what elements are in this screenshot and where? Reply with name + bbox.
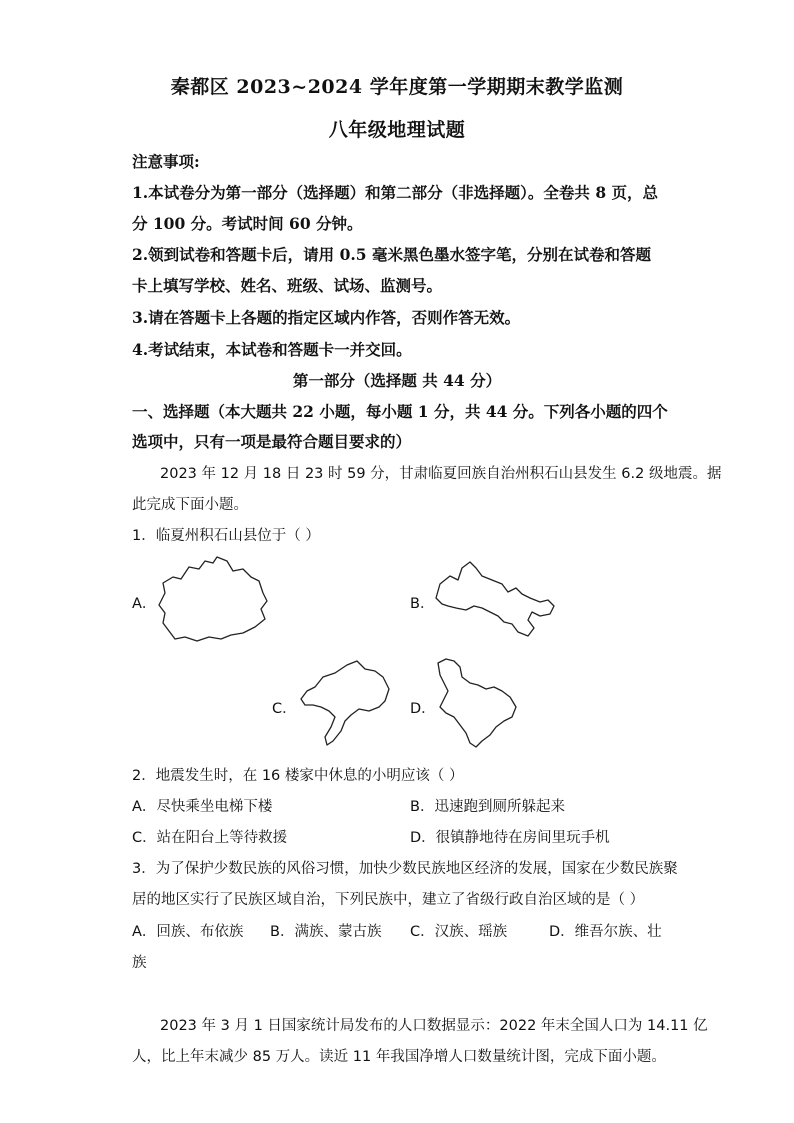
question-1-option-d-label[interactable]: D．: [410, 701, 436, 717]
question-1-stem: 1．临夏州积石山县位于（ ）: [132, 528, 320, 544]
question-1-option-c-label[interactable]: C．: [272, 701, 297, 717]
notice-item-2-line-1: 2.领到试卷和答题卡后，请用 0.5 毫米黑色墨水签字笔，分别在试卷和答题: [132, 245, 651, 264]
question-3-option-d[interactable]: D．维吾尔族、壮: [549, 924, 662, 940]
context-population-line-2: 人，比上年末减少 85 万人。读近 11 年我国净增人口数量统计图，完成下面小题。: [132, 1049, 666, 1065]
part1-heading: 第一部分（选择题 共 44 分）: [292, 371, 502, 390]
context-earthquake-line-2: 此完成下面小题。: [132, 497, 248, 513]
exam-title: 秦都区 2023~2024 学年度第一学期期末教学监测: [170, 76, 624, 98]
question-2-option-c[interactable]: C．站在阳台上等待救援: [132, 830, 288, 846]
part1-instructions-line-1: 一、选择题（本大题共 22 小题，每小题 1 分，共 44 分。下列各小题的四个: [132, 402, 668, 421]
question-2-option-a[interactable]: A．尽快乘坐电梯下楼: [132, 799, 273, 815]
question-3-stem-line-2: 居的地区实行了民族区域自治，下列民族中，建立了省级行政自治区域的是（ ）: [132, 892, 645, 908]
gansu-map-outline: [432, 558, 557, 640]
notice-item-2-line-2: 卡上填写学校、姓名、班级、试场、监测号。: [132, 276, 443, 295]
question-2-stem: 2．地震发生时，在 16 楼家中休息的小明应该（ ）: [132, 768, 464, 784]
notice-item-3: 3.请在答题卡上各题的指定区域内作答，否则作答无效。: [132, 308, 521, 327]
xinjiang-map-outline: [155, 553, 270, 643]
question-3-option-c[interactable]: C．汉族、瑶族: [410, 924, 508, 940]
question-3-stem-line-1: 3．为了保护少数民族的风俗习惯，加快少数民族地区经济的发展，国家在少数民族聚: [132, 861, 678, 877]
context-population-line-1: 2023 年 3 月 1 日国家统计局发布的人口数据显示：2022 年末全国人口为 14.11 亿: [160, 1018, 708, 1034]
context-earthquake-line-1: 2023 年 12 月 18 日 23 时 59 分，甘肃临夏回族自治州积石山县发生 6.2 级地震。据: [160, 466, 722, 482]
question-2-option-b[interactable]: B．迅速跑到厕所躲起来: [410, 799, 565, 815]
notice-item-1-line-1: 1.本试卷分为第一部分（选择题）和第二部分（非选择题）。全卷共 8 页，总: [132, 183, 659, 202]
part1-instructions-line-2: 选项中，只有一项是最符合题目要求的）: [132, 432, 412, 451]
question-3-option-d-wrap: 族: [132, 955, 147, 971]
question-2-option-d[interactable]: D．很镇静地待在房间里玩手机: [410, 830, 610, 846]
question-3-option-a[interactable]: A．回族、布依族: [132, 924, 244, 940]
notice-item-1-line-2: 分 100 分。考试时间 60 分钟。: [132, 214, 363, 233]
exam-subtitle: 八年级地理试题: [328, 119, 466, 141]
question-3-option-b[interactable]: B．满族、蒙古族: [270, 924, 382, 940]
question-1-option-a-label[interactable]: A．: [132, 596, 157, 612]
notice-item-4: 4.考试结束，本试卷和答题卡一并交回。: [132, 340, 412, 359]
liaoning-map-outline: [295, 655, 395, 750]
heilongjiang-map-outline: [432, 655, 522, 752]
question-1-option-b-label[interactable]: B．: [410, 596, 435, 612]
notice-heading: 注意事项:: [132, 152, 200, 171]
